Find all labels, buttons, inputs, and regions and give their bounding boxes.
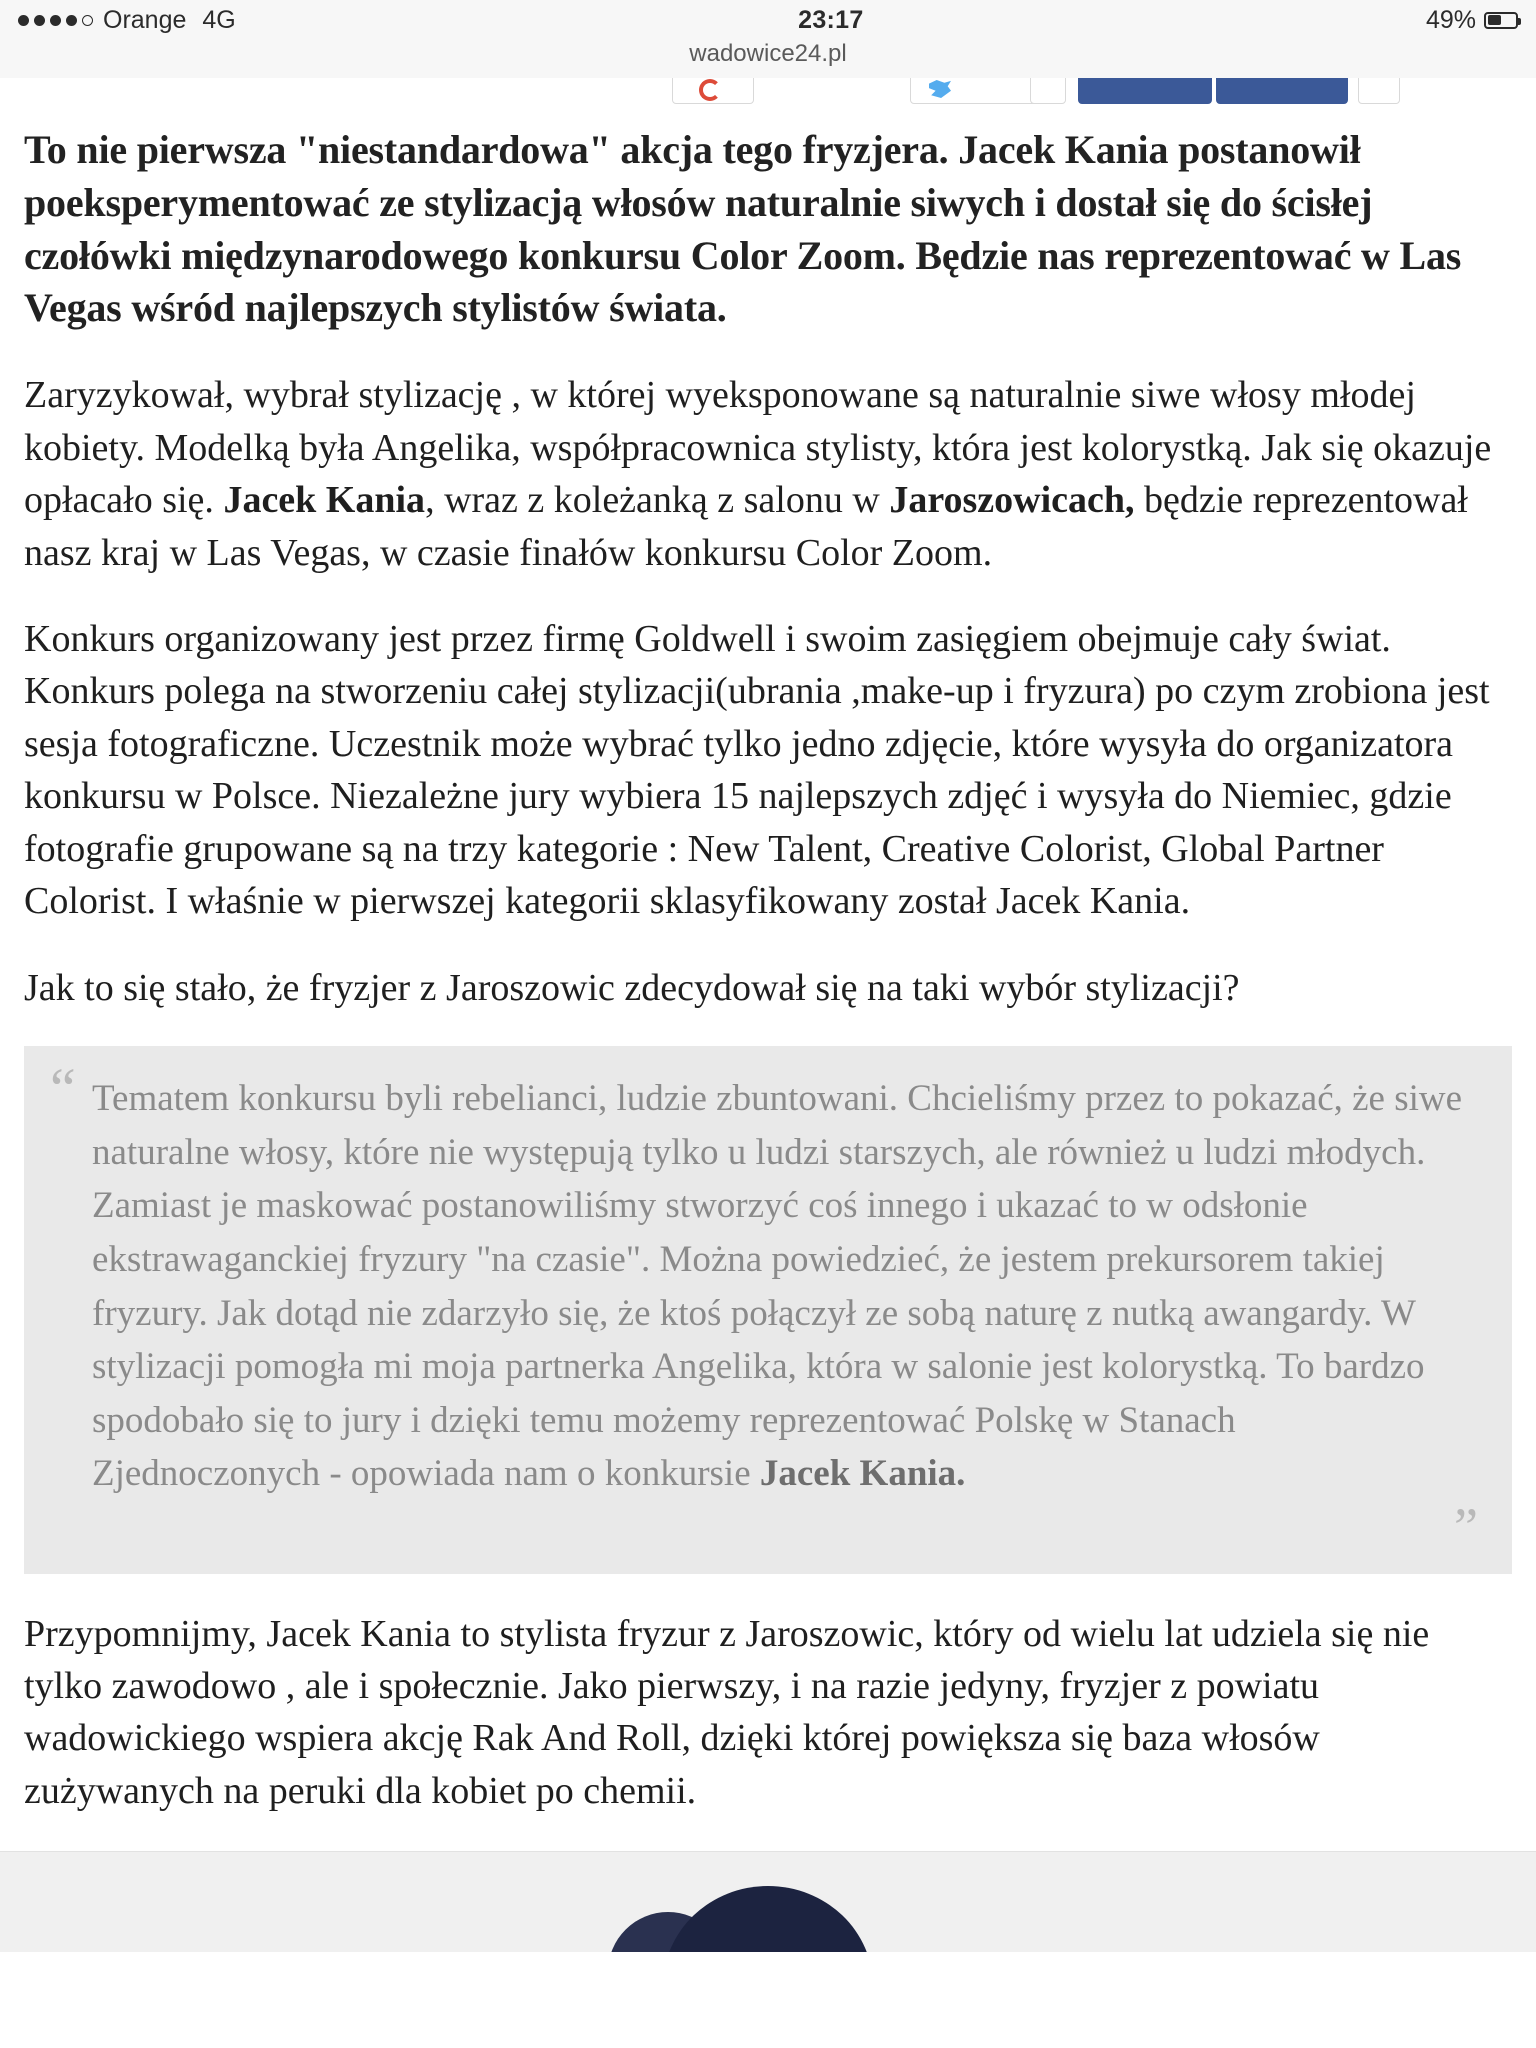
quote-close-icon: ” [1454,1497,1478,1558]
facebook-count-box[interactable] [1358,78,1400,104]
battery-percent-label: 49% [1425,5,1476,34]
paragraph-1-text-c: , wraz z koleżanką z salonu w [425,479,890,522]
share-count-box[interactable] [1030,78,1066,104]
article-paragraph-4: Przypomnijmy, Jacek Kania to stylista fryzur z Jaroszowic, który od wielu lat udziela się nie tylko zawodowo , ale i społecznie. Jako pierwszy, i na razie jedyny, fryzjer z powiatu wadowickiego wspiera akcję Rak And Roll, dzięki której powiększa się baza włosów zużywanych na peruki dla kobiet po chemii. [24,1612,1430,1812]
article-paragraph-1 [24,369,1512,579]
quote-text: Tematem konkursu byli rebelianci, ludzie zbuntowani. Chcieliśmy przez to pokazać, że siwe naturalne włosy, które nie występują tylko u ludzi starszych, ale również u ludzi młodych. Zamiast je maskować postanowiliśmy stworzyć coś innego i ukazać to w odsłonie ekstrawaganckiej fryzury "na czasie". Można powiedzieć, że jestem prekursorem takiej fryzury. Jak dotąd nie zdarzyło się, że ktoś połączył ze sobą naturę z nutką awangardy. W stylizacji pomogła mi moja partnerka Angelika, która w salonie jest kolorystką. To bardzo spodobało się to jury i dzięki temu możemy reprezentować Polskę w Stanach Zjednoczonych - opowiada nam o konkursie [92,1078,1463,1495]
article-paragraph-2: Konkurs organizowany jest przez firmę Goldwell i swoim zasięgiem obejmuje cały świat. Konkurs polega na stworzeniu całej stylizacji(ubrania ,make-up i fryzura) po czym zrobiona jest sesja fotograficzne. Uczestnik może wybrać tylko jedno zdjęcie, które wysyła do organizatora konkursu w Polsce. Niezależne jury wybiera 15 najlepszych zdjęć i wysyła do Niemiec, gdzie fotografie grupowane są na trzy kategorie : New Talent, Creative Colorist, Global Partner Colorist. I właśnie w pierwszej kategorii sklasyfikowany został Jacek Kania. [24,617,1490,923]
article-paragraph-3: Jak to się stało, że fryzjer z Jaroszowic zdecydował się na taki wybór stylizacji? [24,966,1240,1009]
paragraph-1-text-d: będzie reprezentował nasz kraj w Las Vegas, w czasie finałów konkursu Color Zoom. [24,479,1468,574]
facebook-like-button[interactable] [1216,78,1348,104]
article-body [0,124,1536,1817]
paragraph-1-bold-place: Jaroszowicach, [889,479,1135,522]
article-blockquote [24,1046,1512,1574]
status-bar-left [18,6,236,35]
url-label[interactable]: wadowice24.pl [689,40,847,67]
paragraph-1-bold-name: Jacek Kania [223,479,426,522]
article-lead-paragraph: To nie pierwsza "niestandardowa" akcja tego fryzjera. Jacek Kania postanowił poeksperymentować ze stylizacją włosów naturalnie siwych i dostał się do ścisłej czołówki międzynarodowego konkursu Color Zoom. Będzie nas reprezentować w Las Vegas wśród najlepszych stylistów świata. [24,127,1462,331]
signal-strength-icon [18,15,93,26]
battery-icon [1484,12,1518,29]
status-bar-right [1426,6,1518,35]
social-share-strip [0,78,1536,112]
clock-label: 23:17 [798,5,864,34]
article-bottom-image [0,1851,1536,1952]
image-shape-primary [663,1886,873,1952]
facebook-share-button[interactable] [1078,78,1212,104]
quote-open-icon: “ [50,1056,76,1121]
status-bar [0,0,1536,40]
paragraph-1-text-a: Zaryzykował, wybrał stylizację , w której wyeksponowane są naturalnie siwe włosy młodej kobiety. Modelką była Angelika, współpracownica stylisty, która jest kolorystką. Jak się okazuje opłacało się. [24,374,1492,522]
quote-author: Jacek Kania. [759,1453,966,1495]
google-plus-share-button[interactable] [672,78,754,104]
carrier-label: Orange [103,5,187,34]
browser-url-bar[interactable] [0,40,1536,78]
network-type-label: 4G [202,5,236,34]
